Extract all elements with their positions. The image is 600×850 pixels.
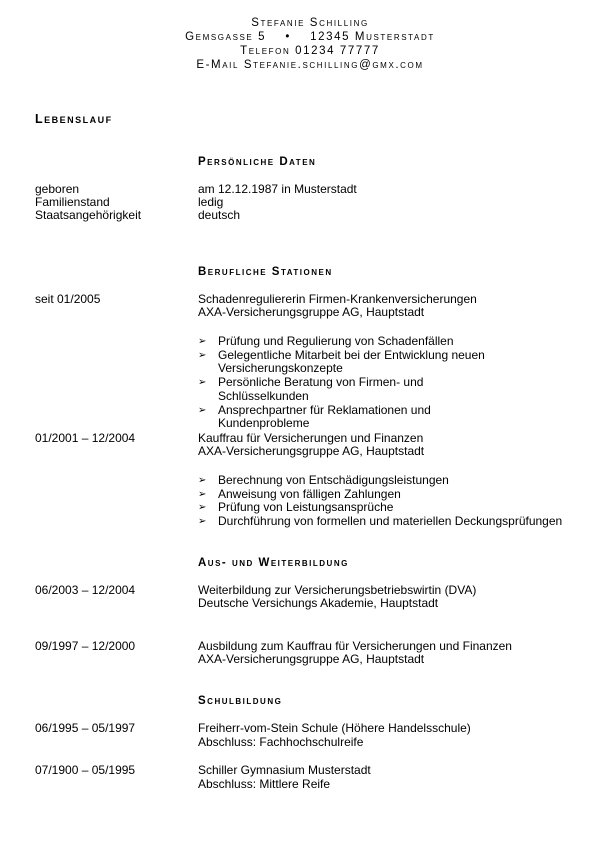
school-degree: Abschluss: Fachhochschulreife [198, 735, 364, 749]
school-period: 06/1995 – 05/1997 [35, 721, 136, 735]
school-degree: Abschluss: Mittlere Reife [198, 777, 331, 791]
list-item: ➢ Durchführung von formellen und materiellen Deckungsprüfungen [198, 515, 588, 529]
personal-label-nationality: Staatsangehörigkeit [35, 208, 142, 222]
section-heading-career: Berufliche Stationen [198, 266, 333, 278]
career-period: seit 01/2005 [35, 292, 101, 306]
personal-value-marital: ledig [198, 195, 224, 209]
list-item: ➢ Prüfung und Regulierung von Schadenfällen [198, 335, 488, 349]
training-title: Ausbildung zum Kauffrau für Versicherungen und Finanzen [198, 639, 512, 653]
school-name: Freiherr-vom-Stein Schule (Höhere Handelsschule) [198, 721, 471, 735]
training-period: 06/2003 – 12/2004 [35, 583, 136, 597]
personal-value-nationality: deutsch [198, 208, 241, 222]
list-item: ➢ Berechnung von Entschädigungsleistungen [198, 474, 588, 488]
contact-header [0, 16, 600, 72]
personal-value-birth: am 12.12.1987 in Musterstadt [198, 182, 357, 196]
school-period: 07/1900 – 05/1995 [35, 763, 136, 777]
career-company: AXA-Versicherungsgruppe AG, Hauptstadt [198, 444, 425, 458]
training-period: 09/1997 – 12/2000 [35, 639, 136, 653]
career-period: 01/2001 – 12/2004 [35, 431, 136, 445]
email: E-Mail Stefanie.schilling@gmx.com [196, 59, 424, 71]
career-position: Schadenreguliererin Firmen-Krankenversicherungen [198, 292, 477, 306]
school-name: Schiller Gymnasium Musterstadt [198, 763, 371, 777]
phone: Telefon 01234 77777 [240, 45, 380, 57]
list-item: ➢ Anweisung von fälligen Zahlungen [198, 488, 588, 502]
list-item: ➢ Ansprechpartner für Reklamationen und Kundenprobleme [198, 404, 488, 431]
list-item: ➢ Prüfung von Leistungsansprüche [198, 501, 588, 515]
career-task-list [198, 335, 488, 431]
career-company: AXA-Versicherungsgruppe AG, Hauptstadt [198, 305, 425, 319]
list-item: ➢ Persönliche Beratung von Firmen- und Schlüsselkunden [198, 376, 488, 403]
career-position: Kauffrau für Versicherungen und Finanzen [198, 431, 424, 445]
section-heading-personal: Persönliche Daten [198, 156, 317, 168]
personal-label-birth: geboren [35, 182, 80, 196]
career-task-list [198, 474, 588, 529]
address: Gemsgasse 5 • 12345 Musterstadt [185, 31, 435, 43]
training-institution: Deutsche Versichungs Akademie, Hauptstadt [198, 596, 439, 610]
training-title: Weiterbildung zur Versicherungsbetriebswirtin (DVA) [198, 583, 477, 597]
person-name: Stefanie Schilling [251, 17, 369, 29]
list-item: ➢ Gelegentliche Mitarbeit bei der Entwicklung neuen Versicherungskonzepte [198, 349, 488, 376]
section-heading-training: Aus- und Weiterbildung [198, 557, 349, 569]
section-heading-school: Schulbildung [198, 695, 283, 707]
personal-label-marital: Familienstand [35, 195, 110, 209]
training-institution: AXA-Versicherungsgruppe AG, Hauptstadt [198, 652, 425, 666]
document-title: Lebenslauf [35, 112, 113, 126]
